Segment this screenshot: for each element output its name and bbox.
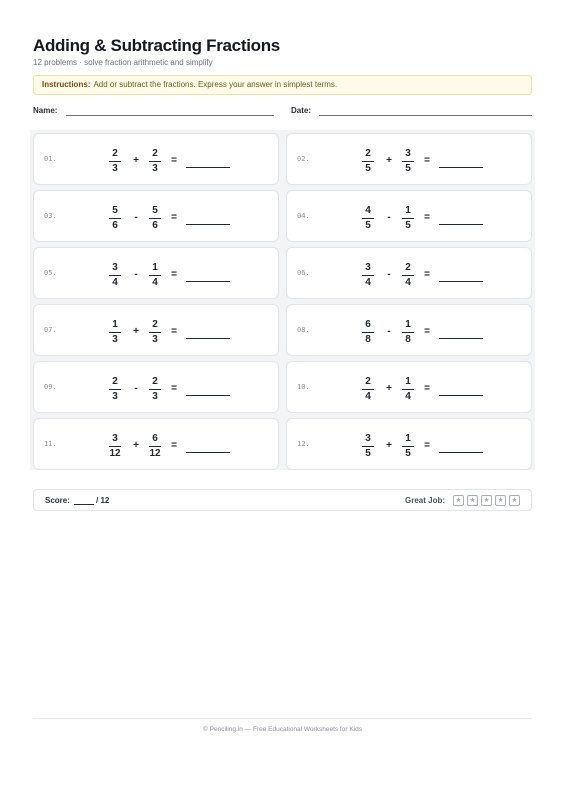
problem-number: 03. <box>44 212 57 220</box>
fraction-bar <box>362 218 374 219</box>
fraction-bar <box>362 161 374 162</box>
denominator: 4 <box>405 391 411 402</box>
denominator: 5 <box>365 163 371 174</box>
numerator: 2 <box>152 376 158 387</box>
fraction-bar <box>149 389 161 390</box>
fraction-a <box>108 262 122 289</box>
problem-card <box>286 133 532 185</box>
problem-card <box>286 304 532 356</box>
fraction-a <box>361 433 375 460</box>
operator: + <box>133 440 139 451</box>
fraction-bar <box>109 275 121 276</box>
denominator: 3 <box>112 334 118 345</box>
answer-blank[interactable] <box>439 167 483 168</box>
page-subtitle: 12 problems · solve fraction arithmetic and simplify <box>33 58 213 67</box>
fraction-a <box>361 205 375 232</box>
star-icon[interactable]: ★ <box>481 495 492 506</box>
denominator: 6 <box>112 220 118 231</box>
fraction-bar <box>149 161 161 162</box>
numerator: 1 <box>405 433 411 444</box>
numerator: 1 <box>405 319 411 330</box>
numerator: 2 <box>112 148 118 159</box>
fraction-bar <box>362 389 374 390</box>
fraction-a <box>108 319 122 346</box>
star-icon[interactable]: ★ <box>495 495 506 506</box>
equals-sign: = <box>424 269 430 280</box>
denominator: 5 <box>405 448 411 459</box>
answer-blank[interactable] <box>439 452 483 453</box>
problem-card <box>33 361 279 413</box>
problem-card <box>286 190 532 242</box>
fraction-b <box>148 319 162 346</box>
denominator: 5 <box>405 220 411 231</box>
numerator: 2 <box>365 376 371 387</box>
equals-sign: = <box>424 383 430 394</box>
fraction-bar <box>109 389 121 390</box>
operator: - <box>134 269 138 280</box>
answer-blank[interactable] <box>439 338 483 339</box>
numerator: 5 <box>152 205 158 216</box>
instructions-text: Add or subtract the fractions. Express your answer in simplest terms. <box>93 80 338 89</box>
fraction-b <box>148 433 162 460</box>
operator: - <box>134 383 138 394</box>
equals-sign: = <box>171 269 177 280</box>
star-icon[interactable]: ★ <box>467 495 478 506</box>
problem-number: 06. <box>297 269 310 277</box>
name-label: Name: <box>33 106 58 115</box>
equals-sign: = <box>424 326 430 337</box>
fraction-b <box>401 148 415 175</box>
page-title: Adding & Subtracting Fractions <box>33 36 280 55</box>
denominator: 5 <box>405 163 411 174</box>
fraction-a <box>361 262 375 289</box>
fraction-bar <box>109 161 121 162</box>
denominator: 5 <box>365 220 371 231</box>
answer-blank[interactable] <box>186 452 230 453</box>
numerator: 2 <box>152 148 158 159</box>
score-label: Score: <box>45 496 70 505</box>
equals-sign: = <box>424 212 430 223</box>
numerator: 1 <box>112 319 118 330</box>
fraction-bar <box>402 161 414 162</box>
numerator: 6 <box>152 433 158 444</box>
problem-card <box>33 190 279 242</box>
numerator: 2 <box>152 319 158 330</box>
equals-sign: = <box>171 383 177 394</box>
numerator: 3 <box>112 262 118 273</box>
fraction-bar <box>149 275 161 276</box>
date-label: Date: <box>291 106 312 115</box>
problem-card <box>286 418 532 470</box>
problem-number: 12. <box>297 440 310 448</box>
problem-number: 11. <box>44 440 57 448</box>
equals-sign: = <box>424 155 430 166</box>
fraction-bar <box>402 446 414 447</box>
denominator: 4 <box>112 277 118 288</box>
fraction-b <box>401 376 415 403</box>
fraction-b <box>148 205 162 232</box>
numerator: 6 <box>365 319 371 330</box>
numerator: 2 <box>365 148 371 159</box>
footer-credit: © Penciling.in — Free Educational Worksheets for Kids <box>203 726 362 733</box>
denominator: 3 <box>152 163 158 174</box>
numerator: 4 <box>365 205 371 216</box>
denominator: 3 <box>152 334 158 345</box>
numerator: 2 <box>405 262 411 273</box>
operator: + <box>386 155 392 166</box>
problem-card <box>33 304 279 356</box>
fraction-bar <box>109 218 121 219</box>
operator: + <box>133 155 139 166</box>
score-total: / 12 <box>96 496 110 505</box>
numerator: 3 <box>365 433 371 444</box>
answer-blank[interactable] <box>186 395 230 396</box>
denominator: 12 <box>149 448 161 459</box>
score-blank[interactable] <box>74 504 94 505</box>
fraction-bar <box>362 275 374 276</box>
denominator: 12 <box>109 448 121 459</box>
fraction-bar <box>402 275 414 276</box>
problem-number: 02. <box>297 155 310 163</box>
numerator: 1 <box>152 262 158 273</box>
problem-number: 01. <box>44 155 57 163</box>
problem-card <box>33 247 279 299</box>
instructions-label: Instructions: <box>42 80 91 89</box>
fraction-bar <box>109 332 121 333</box>
problem-number: 04. <box>297 212 310 220</box>
fraction-bar <box>402 389 414 390</box>
score-bar <box>33 489 532 511</box>
answer-blank[interactable] <box>186 281 230 282</box>
instructions-box <box>33 75 532 95</box>
fraction-a <box>108 376 122 403</box>
fraction-bar <box>402 332 414 333</box>
problem-number: 08. <box>297 326 310 334</box>
star-icon[interactable]: ★ <box>453 495 464 506</box>
denominator: 8 <box>365 334 371 345</box>
numerator: 5 <box>112 205 118 216</box>
answer-blank[interactable] <box>439 281 483 282</box>
equals-sign: = <box>171 326 177 337</box>
fraction-bar <box>149 446 161 447</box>
denominator: 3 <box>112 391 118 402</box>
fraction-bar <box>402 218 414 219</box>
numerator: 1 <box>405 205 411 216</box>
operator: - <box>387 269 391 280</box>
denominator: 3 <box>112 163 118 174</box>
problem-grid <box>30 130 535 470</box>
fraction-a <box>361 148 375 175</box>
problem-number: 10. <box>297 383 310 391</box>
equals-sign: = <box>171 155 177 166</box>
fraction-a <box>361 319 375 346</box>
answer-blank[interactable] <box>186 338 230 339</box>
equals-sign: = <box>171 212 177 223</box>
fraction-b <box>148 262 162 289</box>
operator: + <box>386 383 392 394</box>
answer-blank[interactable] <box>439 395 483 396</box>
problem-card <box>286 247 532 299</box>
fraction-b <box>401 433 415 460</box>
denominator: 5 <box>365 448 371 459</box>
answer-blank[interactable] <box>186 224 230 225</box>
numerator: 3 <box>405 148 411 159</box>
fraction-a <box>108 433 122 460</box>
fraction-b <box>401 205 415 232</box>
numerator: 3 <box>365 262 371 273</box>
problem-number: 07. <box>44 326 57 334</box>
footer-divider <box>33 718 532 719</box>
numerator: 1 <box>405 376 411 387</box>
equals-sign: = <box>171 440 177 451</box>
star-icon[interactable]: ★ <box>509 495 520 506</box>
operator: - <box>387 326 391 337</box>
name-field[interactable] <box>66 115 274 116</box>
operator: - <box>134 212 138 223</box>
fraction-b <box>148 148 162 175</box>
fraction-a <box>108 148 122 175</box>
great-job-label: Great Job: <box>405 496 446 505</box>
fraction-bar <box>149 332 161 333</box>
numerator: 2 <box>112 376 118 387</box>
problem-card <box>33 418 279 470</box>
denominator: 4 <box>152 277 158 288</box>
numerator: 3 <box>112 433 118 444</box>
date-field[interactable] <box>319 115 532 116</box>
denominator: 6 <box>152 220 158 231</box>
fraction-b <box>401 319 415 346</box>
fraction-a <box>108 205 122 232</box>
denominator: 4 <box>365 391 371 402</box>
fraction-a <box>361 376 375 403</box>
operator: + <box>386 440 392 451</box>
answer-blank[interactable] <box>186 167 230 168</box>
denominator: 8 <box>405 334 411 345</box>
problem-card <box>286 361 532 413</box>
denominator: 3 <box>152 391 158 402</box>
operator: + <box>133 326 139 337</box>
problem-card <box>33 133 279 185</box>
problem-number: 05. <box>44 269 57 277</box>
fraction-b <box>148 376 162 403</box>
denominator: 4 <box>405 277 411 288</box>
problem-number: 09. <box>44 383 57 391</box>
operator: - <box>387 212 391 223</box>
fraction-bar <box>109 446 121 447</box>
answer-blank[interactable] <box>439 224 483 225</box>
fraction-bar <box>362 446 374 447</box>
fraction-b <box>401 262 415 289</box>
fraction-bar <box>362 332 374 333</box>
denominator: 4 <box>365 277 371 288</box>
equals-sign: = <box>424 440 430 451</box>
fraction-bar <box>149 218 161 219</box>
